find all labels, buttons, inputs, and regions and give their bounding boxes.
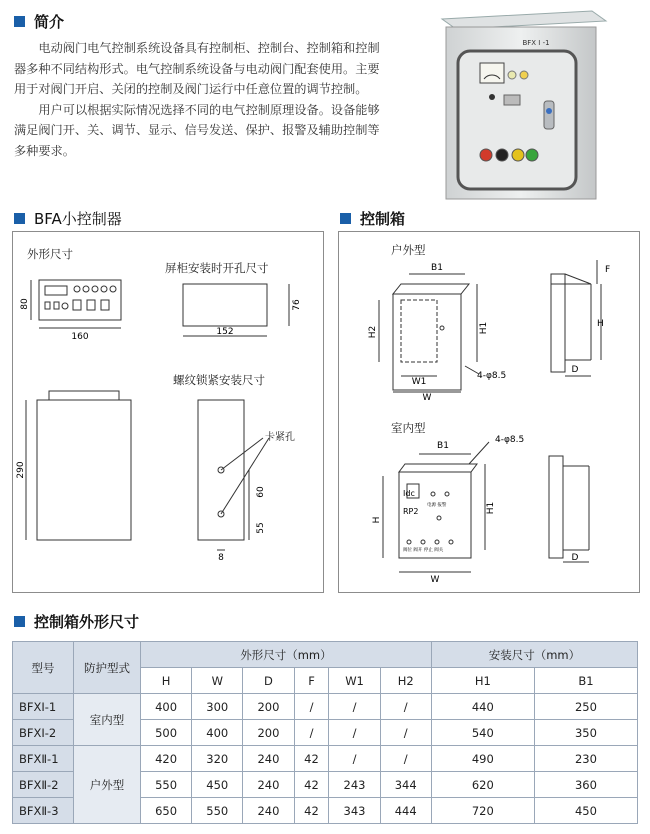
value-cell: 240 [243,772,294,798]
dim-h1-outdoor: H1 [479,321,489,335]
value-cell: / [329,694,380,720]
indoor-label: 室内型 [391,421,426,435]
dim-152: 152 [216,327,234,337]
col-h: H [141,668,192,694]
dim-d-outdoor: D [571,365,579,375]
bfa-title [14,208,122,229]
section-square-icon [14,616,25,627]
col-d: D [243,668,294,694]
intro-title-text: 简介 [34,13,65,31]
indicator-label-b: 阀位 阀开 停止 阀关 [403,548,444,553]
value-cell: 243 [329,772,380,798]
intro-title [14,11,64,32]
value-cell: 420 [141,746,192,772]
dim-290: 290 [16,461,26,479]
table-row [13,694,638,720]
box-panel [338,231,640,593]
box-title-text: 控制箱 [360,210,406,228]
value-cell: 490 [431,746,534,772]
bfa-panel [12,231,324,593]
dim-h2-outdoor: H2 [368,325,378,339]
value-cell: 400 [192,720,243,746]
bfa-drawings [13,232,323,592]
value-cell: 500 [141,720,192,746]
value-cell: / [380,746,431,772]
panel-cutout-label: 屏柜安装时开孔尺寸 [165,261,269,275]
table-header-row [13,642,638,668]
model-cell: BFXⅡ-3 [13,798,74,824]
cabinet-plate: BFX I -1 [522,39,550,47]
value-cell: 200 [243,694,294,720]
dim-b1-outdoor: B1 [431,263,443,273]
indicator-label-a: 电源 报警 [427,503,447,508]
value-cell: 200 [243,720,294,746]
outdoor-label: 户外型 [391,243,426,257]
value-cell: 42 [294,798,329,824]
dim-f: F [605,265,611,275]
dim-holes-outdoor: 4-φ8.5 [477,371,507,381]
table-title-text: 控制箱外形尺寸 [34,613,140,631]
dim-h1-indoor: H1 [486,501,496,515]
value-cell: 344 [380,772,431,798]
dim-w-indoor: W [430,575,440,585]
value-cell: 720 [431,798,534,824]
value-cell: 42 [294,772,329,798]
value-cell: 360 [534,772,637,798]
value-cell: / [329,746,380,772]
dim-w1-outdoor: W1 [411,377,427,387]
header-protection: 防护型式 [74,642,141,694]
control-cabinet-photo [432,5,612,205]
screw-lock-label: 螺纹锁紧安装尺寸 [173,373,265,387]
section-square-icon [340,213,351,224]
value-cell: 650 [141,798,192,824]
table-row [13,746,638,772]
value-cell: 230 [534,746,637,772]
col-h1: H1 [431,668,534,694]
intro-paragraph-1: 电动阀门电气控制系统设备具有控制柜、控制台、控制箱和控制器多种不同结构形式。电气控制系统设备与电动阀门配套使用。主要用于对阀门开启、关闭的控制及阀门运行中任意位置的调节控制。 [14,41,380,96]
value-cell: 450 [192,772,243,798]
dim-b1-indoor: B1 [437,441,449,451]
value-cell: / [380,720,431,746]
dim-8: 8 [218,553,224,563]
model-cell: BFXⅠ-1 [13,694,74,720]
col-b1: B1 [534,668,637,694]
rp2-label: RP2 [403,507,419,516]
header-outline: 外形尺寸（mm） [141,642,432,668]
dim-w-outdoor: W [422,393,432,403]
value-cell: 620 [431,772,534,798]
value-cell: 400 [141,694,192,720]
dim-76: 76 [292,299,302,311]
dim-80: 80 [20,298,30,310]
value-cell: 540 [431,720,534,746]
model-cell: BFXⅡ-1 [13,746,74,772]
value-cell: 550 [141,772,192,798]
value-cell: 240 [243,798,294,824]
col-w: W [192,668,243,694]
intro-text [14,38,386,161]
model-cell: BFXⅠ-2 [13,720,74,746]
box-title [340,208,405,229]
clamp-hole-label: 卡紧孔 [265,432,295,443]
value-cell: 444 [380,798,431,824]
box-drawings [339,232,639,592]
section-square-icon [14,213,25,224]
value-cell: 320 [192,746,243,772]
value-cell: / [380,694,431,720]
value-cell: 550 [192,798,243,824]
header-install: 安装尺寸（mm） [431,642,637,668]
col-w1: W1 [329,668,380,694]
idc-label: Idc [403,489,415,498]
value-cell: / [329,720,380,746]
protection-cell: 室内型 [74,694,141,746]
value-cell: 250 [534,694,637,720]
intro-paragraph-2: 用户可以根据实际情况选择不同的电气控制原理设备。设备能够满足阀门开、关、调节、显示、信号发送、保护、报警及辅助控制等多种要求。 [14,102,380,158]
value-cell: / [294,694,329,720]
dim-160: 160 [71,332,89,342]
dim-d-indoor: D [571,553,579,563]
outline-label: 外形尺寸 [27,247,73,261]
col-f: F [294,668,329,694]
section-square-icon [14,16,25,27]
value-cell: 240 [243,746,294,772]
dim-h-indoor: H [372,516,382,524]
value-cell: 300 [192,694,243,720]
dim-holes-indoor: 4-φ8.5 [495,435,525,445]
col-h2: H2 [380,668,431,694]
dim-h-outdoor-side: H [597,319,604,329]
protection-cell: 户外型 [74,746,141,824]
model-cell: BFXⅡ-2 [13,772,74,798]
value-cell: / [294,720,329,746]
dim-60: 60 [256,486,266,498]
table-title [14,611,139,632]
dim-55: 55 [256,522,266,534]
value-cell: 450 [534,798,637,824]
value-cell: 42 [294,746,329,772]
value-cell: 343 [329,798,380,824]
bfa-title-text: BFA小控制器 [34,210,122,228]
header-model: 型号 [13,642,74,694]
spec-table [12,641,638,824]
value-cell: 440 [431,694,534,720]
value-cell: 350 [534,720,637,746]
